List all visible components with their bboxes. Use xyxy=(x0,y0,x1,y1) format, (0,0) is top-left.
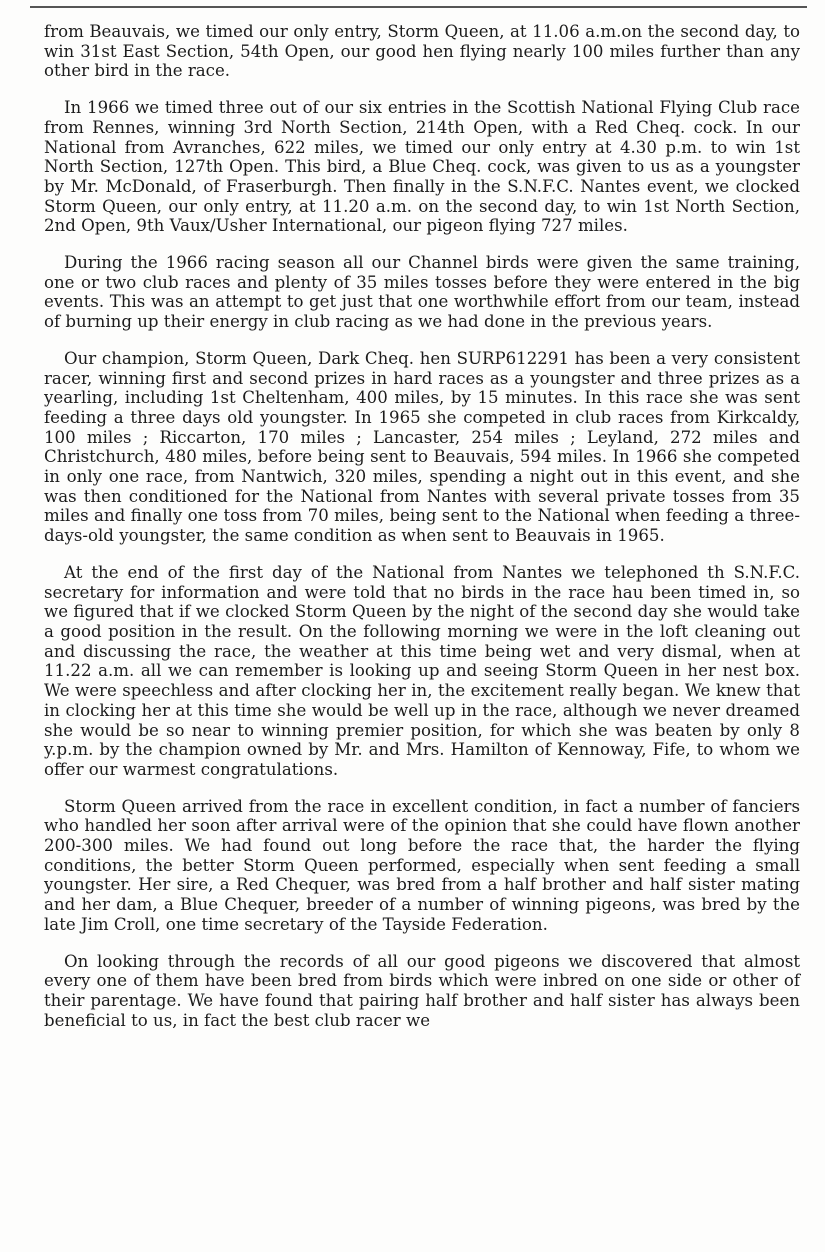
paragraph-1966-national: In 1966 we timed three out of our six entries in the Scottish National Flying Club race from Rennes, winning 3rd North Section, 214th Open, with a Red Cheq. cock. In our National from Avranches, 622 miles, we timed our only entry at 4.30 p.m. to win 1st North Section, 127th Open. This bird, a Blue Cheq. cock, was given to us as a youngster by Mr. McDonald, of Fraserburgh. Then finally in the S.N.F.C. Nantes event, we clocked Storm Queen, our only entry, at 11.20 a.m. on the second day, to win 1st North Section, 2nd Open, 9th Vaux/Usher International, our pigeon flying 727 miles. xyxy=(44,98,800,236)
paragraph-breeding-records: On looking through the records of all our good pigeons we discovered that almost every one of them have been bred from birds which were inbred on one side or other of their parentage. We have found that pairing half brother and half sister has always been beneficial to us, in fact the best club racer we xyxy=(44,951,800,1030)
top-rule xyxy=(30,6,807,8)
paragraph-storm-queen-record: Our champion, Storm Queen, Dark Cheq. hen SURP612291 has been a very consistent racer, winning first and second prizes in hard races as a youngster and three prizes as a yearling, including 1st Cheltenham, 400 miles, by 15 minutes. In this race she was sent feeding a three days old youngster. In 1965 she competed in club races from Kirkcaldy, 100 miles ; Riccarton, 170 miles ; Lancaster, 254 miles ; Leyland, 272 miles and Christchurch, 480 miles, before being sent to Beauvais, 594 miles. In 1966 she competed in only one race, from Nantwich, 320 miles, spending a night out in this event, and she was then conditioned for the National from Nantes with several private tosses from 35 miles and finally one toss from 70 miles, being sent to the National when feeding a three-days-old youngster, the same condition as when sent to Beauvais in 1965. xyxy=(44,348,800,546)
paragraph-arrival-condition: Storm Queen arrived from the race in excellent condition, in fact a number of fanciers who handled her soon after arrival were of the opinion that she could have flown another 200-300 miles. We had found out long before the race that, the harder the flying conditions, the better Storm Queen performed, especially when sent feeding a small youngster. Her sire, a Red Chequer, was bred from a half brother and half sister mating and her dam, a Blue Chequer, breeder of a number of winning pigeons, was bred by the late Jim Croll, one time secretary of the Tayside Federation. xyxy=(44,796,800,934)
paragraph-beauvais-result: from Beauvais, we timed our only entry, Storm Queen, at 11.06 a.m.on the second day, to win 31st East Section, 54th Open, our good hen flying nearly 100 miles further than any other bird in the race. xyxy=(44,22,800,81)
article-body xyxy=(44,22,800,1042)
paragraph-training: During the 1966 racing season all our Channel birds were given the same training, one or two club races and plenty of 35 miles tosses before they were entered in the big events. This was an attempt to get just that one worthwhile effort from our team, instead of burning up their energy in club racing as we had done in the previous years. xyxy=(44,253,800,332)
paragraph-nantes-race: At the end of the first day of the National from Nantes we telephoned th S.N.F.C. secretary for information and were told that no birds in the race hau been timed in, so we figured that if we clocked Storm Queen by the night of the second day she would take a good position in the result. On the following morning we were in the loft cleaning out and discussing the race, the weather at this time being wet and very dismal, when at 11.22 a.m. all we can remember is looking up and seeing Storm Queen in her nest box. We were speechless and after clocking her in, the excitement really began. We knew that in clocking her at this time she would be well up in the race, although we never dreamed she would be so near to winning premier position, for which she was beaten by only 8 y.p.m. by the champion owned by Mr. and Mrs. Hamilton of Kennoway, Fife, to whom we offer our warmest congratulations. xyxy=(44,562,800,779)
